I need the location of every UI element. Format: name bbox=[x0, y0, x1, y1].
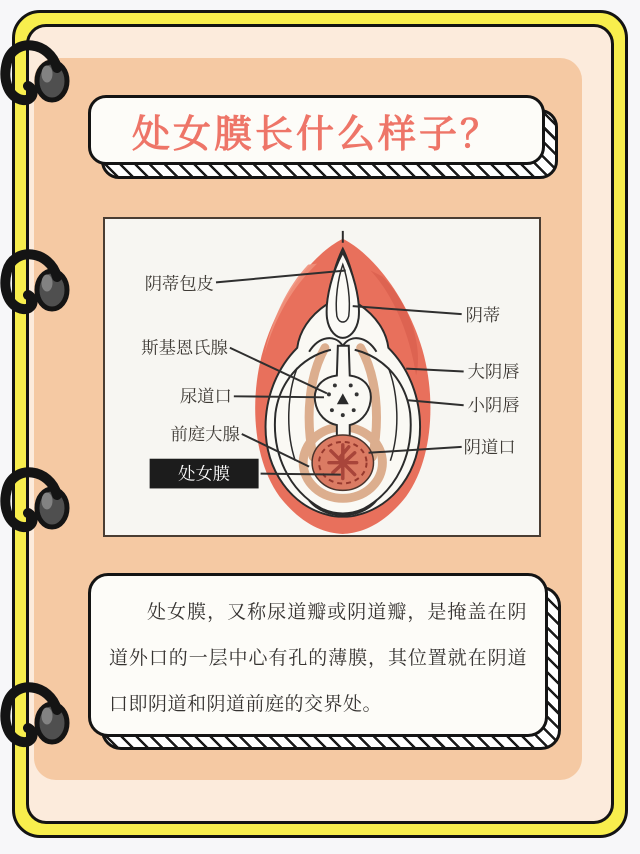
binder-ring-icon bbox=[0, 35, 78, 137]
label-clitoral-hood: 阴蒂包皮 bbox=[144, 273, 215, 294]
binder-ring-icon bbox=[0, 244, 78, 346]
anatomy-diagram-panel bbox=[103, 217, 541, 537]
vulva-anatomy-illustration bbox=[105, 219, 539, 535]
label-labia-minora: 小阴唇 bbox=[467, 395, 520, 416]
description-card bbox=[88, 573, 548, 737]
title-card bbox=[88, 95, 545, 165]
label-labia-majora: 大阴唇 bbox=[467, 361, 520, 382]
label-clitoris: 阴蒂 bbox=[465, 305, 501, 326]
label-skenes-glands: 斯基恩氏腺 bbox=[141, 337, 228, 358]
binder-ring-icon bbox=[0, 677, 78, 779]
label-vaginal-opening: 阴道口 bbox=[463, 436, 516, 457]
label-urethral-opening: 尿道口 bbox=[179, 386, 232, 407]
binder-ring-icon bbox=[0, 462, 78, 564]
label-hymen: 处女膜 bbox=[178, 463, 231, 484]
page-title: 处女膜长什么样子？ bbox=[131, 113, 501, 156]
label-bartholin-glands: 前庭大腺 bbox=[170, 423, 240, 444]
description-text: 处女膜，又称尿道瓣或阴道瓣，是掩盖在阴道外口的一层中心有孔的薄膜，其位置就在阴道口即阴道和阴道前庭的交界处。 bbox=[109, 602, 527, 715]
